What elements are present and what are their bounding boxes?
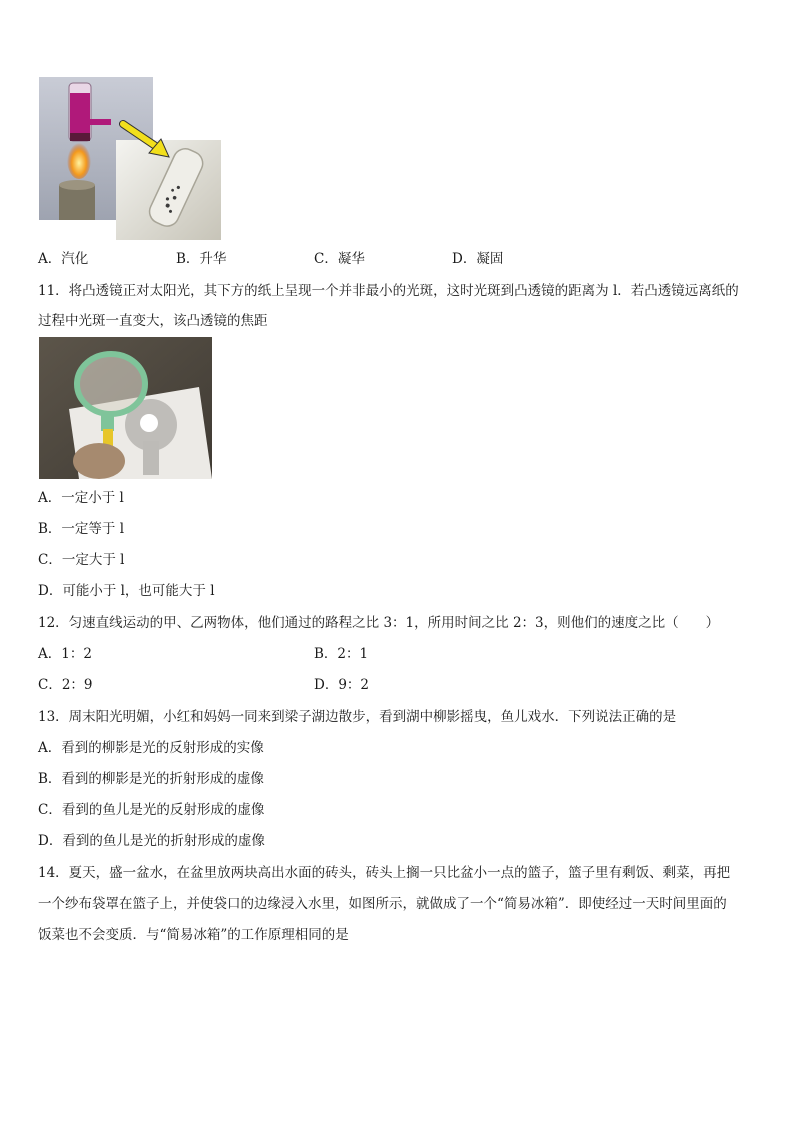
q11-option-b[interactable]: B．一定等于 l bbox=[38, 521, 125, 537]
q12-option-c[interactable]: C．2：9 bbox=[38, 677, 93, 693]
q12-stem: 12．匀速直线运动的甲、乙两物体，他们通过的路程之比 3：1，所用时间之比 2：3，则他们的速度之比（ ） bbox=[38, 615, 720, 631]
q12-option-b[interactable]: B．2：1 bbox=[314, 646, 369, 662]
q12-option-d[interactable]: D．9：2 bbox=[314, 677, 370, 693]
q13-stem: 13．周末阳光明媚，小红和妈妈一同来到梁子湖边散步，看到湖中柳影摇曳，鱼儿戏水．下列说法正确的是 bbox=[38, 709, 677, 725]
q14-stem-line-3: 饭菜也不会变质．与“简易冰箱”的工作原理相同的是 bbox=[38, 927, 349, 943]
q10-option-b[interactable]: B．升华 bbox=[176, 251, 227, 267]
heating-tube-figure bbox=[39, 77, 221, 240]
q13-option-d[interactable]: D．看到的鱼儿是光的折射形成的虚像 bbox=[38, 833, 265, 849]
q12-option-a[interactable]: A．1：2 bbox=[38, 646, 92, 662]
q14-stem-line-1: 14．夏天，盛一盆水，在盆里放两块高出水面的砖头，砖头上搁一只比盆小一点的篮子，篮子里有剩饭、剩菜，再把 bbox=[38, 865, 731, 881]
magnifier-photo bbox=[39, 337, 212, 479]
q13-option-a[interactable]: A．看到的柳影是光的反射形成的实像 bbox=[38, 740, 264, 756]
q10-option-a[interactable]: A．汽化 bbox=[38, 251, 89, 267]
q13-option-c[interactable]: C．看到的鱼儿是光的反射形成的虚像 bbox=[38, 802, 265, 818]
q10-option-c[interactable]: C．凝华 bbox=[314, 251, 365, 267]
q11-option-c[interactable]: C．一定大于 l bbox=[38, 552, 125, 568]
q13-option-b[interactable]: B．看到的柳影是光的折射形成的虚像 bbox=[38, 771, 264, 787]
q11-option-d[interactable]: D．可能小于 l，也可能大于 l bbox=[38, 583, 215, 599]
q11-option-a[interactable]: A．一定小于 l bbox=[38, 490, 124, 506]
q10-option-d[interactable]: D．凝固 bbox=[452, 251, 504, 267]
q11-stem-line-1: 11．将凸透镜正对太阳光，其下方的纸上呈现一个并非最小的光斑，这时光斑到凸透镜的距离为 l．若凸透镜远离纸的 bbox=[38, 283, 739, 299]
q11-stem-line-2: 过程中光斑一直变大，该凸透镜的焦距 bbox=[38, 313, 268, 329]
q14-stem-line-2: 一个纱布袋罩在篮子上，并使袋口的边缘浸入水里，如图所示，就做成了一个“简易冰箱”．即使经过一天时间里面的 bbox=[38, 896, 727, 912]
